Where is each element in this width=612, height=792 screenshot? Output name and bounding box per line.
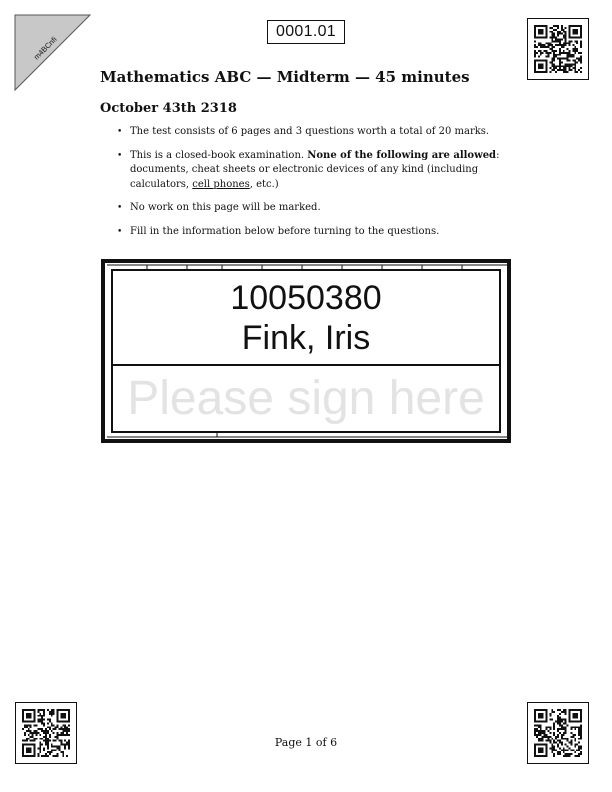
student-name: Fink, Iris xyxy=(241,319,371,357)
bullet-icon: • xyxy=(117,127,123,137)
instruction-item xyxy=(117,225,513,240)
instruction-text: The test consists of 6 pages and 3 questions worth a total of 20 marks. xyxy=(130,126,490,137)
instruction-item xyxy=(117,149,513,193)
document-id: 0001.01 xyxy=(267,20,345,44)
instruction-text: : documents, cheat sheets or electronic devices of any kind (including calculators, xyxy=(130,149,500,190)
student-info xyxy=(113,271,499,366)
exam-title: Mathematics ABC — Midterm — 45 minutes xyxy=(100,68,470,86)
signature-field[interactable] xyxy=(113,366,499,431)
id-box-bottom-strip xyxy=(107,432,509,438)
instruction-text: This is a closed-book examination. xyxy=(130,149,308,161)
page-number: Page 1 of 6 xyxy=(274,736,338,749)
instruction-text: No work on this page will be marked. xyxy=(130,202,321,213)
qr-code-icon xyxy=(527,18,589,80)
bullet-icon: • xyxy=(117,226,123,237)
student-number: 10050380 xyxy=(230,279,382,317)
signature-placeholder: Please sign here xyxy=(127,372,485,425)
instruction-item xyxy=(117,201,513,216)
corner-tag xyxy=(0,0,100,100)
instruction-text: Fill in the information below before turning to the questions. xyxy=(130,225,440,237)
instructions-list xyxy=(117,125,513,248)
instruction-text: , etc.) xyxy=(249,178,279,190)
id-box-inner xyxy=(111,269,501,433)
bullet-icon: • xyxy=(117,150,123,161)
instruction-emphasis: None of the following are allowed xyxy=(307,149,497,161)
instruction-item xyxy=(117,125,513,140)
corner-tag-code: m4BCnfi xyxy=(31,34,59,62)
qr-code-icon xyxy=(527,702,589,764)
student-id-box xyxy=(101,259,511,443)
instruction-underlined: cell phones xyxy=(192,178,250,190)
exam-date: October 43th 2318 xyxy=(100,101,237,116)
bullet-icon: • xyxy=(117,203,123,213)
qr-code-icon xyxy=(15,702,77,764)
